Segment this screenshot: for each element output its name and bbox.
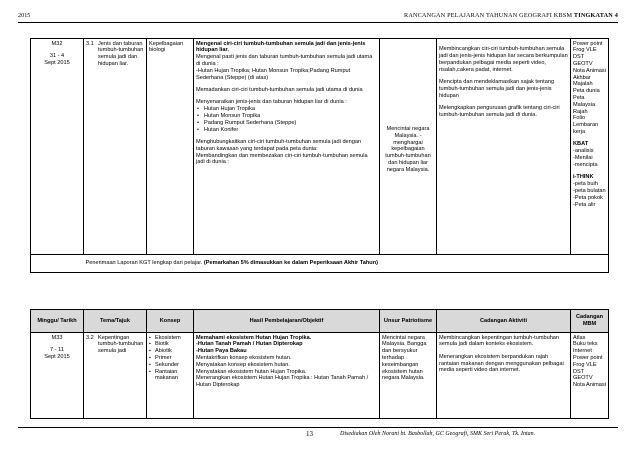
- list-item: -mencipta: [573, 161, 598, 168]
- ithink-list: [573, 181, 606, 208]
- concept-list: [149, 335, 191, 383]
- list-item: Nota Animasi: [573, 382, 606, 389]
- lesson-table-1: [30, 38, 609, 273]
- col-header-concept: Konsep: [147, 310, 194, 333]
- list-item: -peta bulatan: [573, 187, 606, 194]
- table-row: [31, 333, 609, 419]
- week-number: M33: [51, 334, 63, 341]
- activity-cell: [437, 39, 571, 255]
- list-item: GEOTV: [573, 60, 593, 67]
- list-item: Frog VLE: [573, 47, 597, 54]
- activity-cell: [437, 333, 571, 419]
- list-item: Atlas: [573, 334, 586, 341]
- list-item: Buku teks: [573, 341, 598, 348]
- page-footer: [18, 430, 618, 442]
- table-header-row: [31, 310, 609, 333]
- concept-cell: Kepelbagaian biologi: [147, 39, 194, 255]
- list-item: Power point: [573, 40, 603, 47]
- list-item: Internet: [573, 348, 592, 355]
- week-cell: [31, 333, 84, 419]
- topic-cell: [84, 39, 147, 255]
- list-item: DST: [573, 54, 585, 61]
- note-text: Penerimaan Laporan KGT lengkap dari pelajar.: [85, 260, 203, 267]
- list-item: ▪ Abiotik: [149, 348, 191, 355]
- activity-text: Membincangkan kepentingan tumbuh-tumbuhan semula jadi dalam konteks ekosistem.: [439, 334, 560, 348]
- list-item: ▪ Primer: [149, 355, 191, 362]
- footer-credit: Disediakan Oleh Norani bt. Basbollah, GC Geografi, SMK Seri Perak, Tk. Intan.: [340, 431, 536, 437]
- list-item: • Hutan Konifer: [196, 127, 377, 134]
- topic-number: 3.1: [86, 40, 94, 47]
- list-item: ▪ Rantaian makanan: [149, 369, 191, 383]
- outcome-text: Mentakrifkan konsep ekosistem hutan.: [196, 354, 292, 361]
- col-header-topic: Tema/Tajuk: [84, 310, 147, 333]
- outcome-text: Menyatakan ekosistem hutan Hujan Tropika.: [196, 368, 307, 375]
- list-item: • Hutan Hujan Tropika: [196, 106, 377, 113]
- concept-cell: [147, 333, 194, 419]
- resource-list: [573, 41, 606, 136]
- table-row: [31, 255, 609, 273]
- list-item: -Menilai: [573, 155, 593, 162]
- list-item: Nota Animasi: [573, 67, 606, 74]
- kbat-list: [573, 148, 606, 168]
- list-item: DST: [573, 368, 585, 375]
- activity-text: Menerangkan ekosistem berpandukan rajah rantaian makanan dengan menggunakan pelbagai media seperti video dan internet.: [439, 353, 564, 374]
- outcome-title: Memahami ekosistem Hutan Hujan Tropika.: [196, 334, 312, 341]
- list-item: ▪ Sekunder: [149, 362, 191, 369]
- date-range: 7 - 11: [50, 346, 64, 353]
- ithink-title: i-THINK: [573, 174, 594, 181]
- header-title-bold: TINGKATAN 4: [573, 12, 618, 19]
- list-item: Power point: [573, 354, 603, 361]
- outcome-text: Membandingkan dan membezakan ciri-ciri tumbuh-tumbuhan semula jadi di dunia :: [196, 152, 368, 166]
- col-header-resources: Cadangan MBM: [571, 310, 609, 333]
- note-bold: (Pemarkahan 5% dimasukkan ke dalam Peperiksaan Akhir Tahun): [203, 260, 378, 267]
- page-number: 13: [306, 430, 313, 438]
- list-item: Majalah: [573, 81, 593, 88]
- list-item: Folio: [573, 115, 586, 122]
- outcome-text: Menerangkan ekosistem Hutan Hujan Tropika : Hutan Tanah Pamah / Hutan Dipterokap: [196, 375, 369, 389]
- date-range: 31 - 4: [49, 52, 65, 59]
- resources-cell: [571, 333, 609, 419]
- list-item: Peta dunia: [573, 88, 600, 95]
- list-item: Akhbar: [573, 74, 591, 81]
- activity-text: Membincangkan ciri-ciri tumbuh-tumbuhan semula jadi dan jenis-jenis hidupan liar secara berkumpulan berpandukan pelbagai media seperti video, risalah,cakera padat, internet.: [439, 46, 568, 73]
- note-cell: [84, 255, 609, 273]
- topic-text: Jenis dan taburan tumbuh-tumbuhan semula jadi dan hidupan liar.: [98, 40, 144, 67]
- topic-cell: [84, 333, 147, 419]
- outcome-bold: -Hutan Paya Bakau: [196, 348, 247, 355]
- outcome-text: -Hutan Hujan Tropika; Hutan Monsun Tropika;Padang Rumput Sederhana (Steppe) (di atas): [196, 67, 351, 81]
- outcome-text: Mengenal pasti jenis dan taburan tumbuh-tumbuhan semula jadi utama di dunia :: [196, 54, 373, 67]
- habitat-list: [196, 106, 377, 133]
- list-item: Lembaran kerja: [573, 122, 599, 136]
- patriot-cell: Mencintai negara Malaysia. Bangga dan bersyukur terhadap keseimbangan ekosistem hutan negara Malaysia.: [380, 333, 437, 419]
- col-header-activity: Cadangan Aktiviti: [437, 310, 571, 333]
- topic-text: Kepentingan tumbuh-tumbuhan semula jadi: [98, 334, 144, 355]
- outcome-cell: [194, 333, 380, 419]
- header-title: [404, 12, 618, 20]
- outcome-title: Mengenal ciri-ciri tumbuh-tumbuhan semula jadi dan jenis-jenis hidupan liar.: [196, 40, 366, 54]
- note-spacer: [31, 255, 84, 273]
- header-title-prefix: RANCANGAN PELAJARAN TAHUNAN GEOGRAFI KBSM: [404, 12, 573, 19]
- list-item: Peta Malaysia: [573, 95, 596, 108]
- col-header-patriot: Unsur Patriotisme: [380, 310, 437, 333]
- list-item: -Peta pokok: [573, 194, 603, 201]
- activity-text: Mencipta dan mendeklamasikan sajak tentang tumbuh-tumbuhan semula jadi dan jenis-jenis hidupan: [439, 78, 555, 99]
- list-item: Rajah: [573, 108, 588, 115]
- resources-cell: [571, 39, 609, 255]
- page-header: [18, 12, 618, 22]
- date-month: Sept 2015: [44, 353, 70, 360]
- kbat-title: KBAT: [573, 141, 589, 148]
- table-row: [31, 39, 609, 255]
- patriot-cell: Mencintai negara Malaysia. - menghargai kepelbagaian tumbuh-tumbuhan dan hidupan liar negara Malaysia.: [380, 39, 437, 255]
- activity-text: Melengkapkan pengurusan grafik tentang ciri-ciri tumbuh-tumbuhan semula jadi di dunia.: [439, 104, 560, 118]
- list-item: -analisis: [573, 148, 594, 155]
- lesson-table-2: [30, 309, 609, 419]
- list-item: • Hutan Monsun Tropika: [196, 113, 377, 120]
- outcome-bold: -Hutan Tanah Pamah / Hutan Dipterokap: [196, 341, 303, 348]
- list-item: • Padang Rumput Sederhana (Steppe): [196, 120, 377, 127]
- date-month: Sept 2015: [44, 59, 70, 66]
- list-item: -peta buih: [573, 181, 598, 188]
- outcome-cell: [194, 39, 380, 255]
- outcome-text: Menyenaraikan jenis-jenis dan taburan hidupan liar di dunia :: [196, 99, 347, 106]
- header-year: 2015: [18, 12, 31, 19]
- resource-list: [573, 335, 606, 390]
- footer-rule: [18, 427, 618, 428]
- list-item: ▪ Ekosistem: [149, 335, 191, 342]
- list-item: ▪ Biotik: [149, 341, 191, 348]
- col-header-week: Minggu/ Tarikh: [31, 310, 84, 333]
- week-cell: [31, 39, 84, 255]
- list-item: Frog VLE: [573, 361, 597, 368]
- outcome-text: Menghubungkaitkan ciri-ciri tumbuh-tumbuhan semula jadi dengan taburan kawasan yang terdapat pada peta dunia:: [196, 139, 362, 152]
- list-item: -Peta alir: [573, 201, 596, 208]
- topic-number: 3.2: [86, 334, 94, 341]
- week-number: M32: [51, 40, 63, 47]
- outcome-text: Memadankan ciri-ciri tumbuh-tumbuhan semula jadi utama di dunia: [196, 86, 363, 93]
- outcome-text: Menyatakan konsep ekosistem hutan.: [196, 361, 290, 368]
- list-item: GEOTV: [573, 375, 593, 382]
- header-rule: [18, 22, 618, 23]
- col-header-outcome: Hasil Pembelajaran/Objektif: [194, 310, 380, 333]
